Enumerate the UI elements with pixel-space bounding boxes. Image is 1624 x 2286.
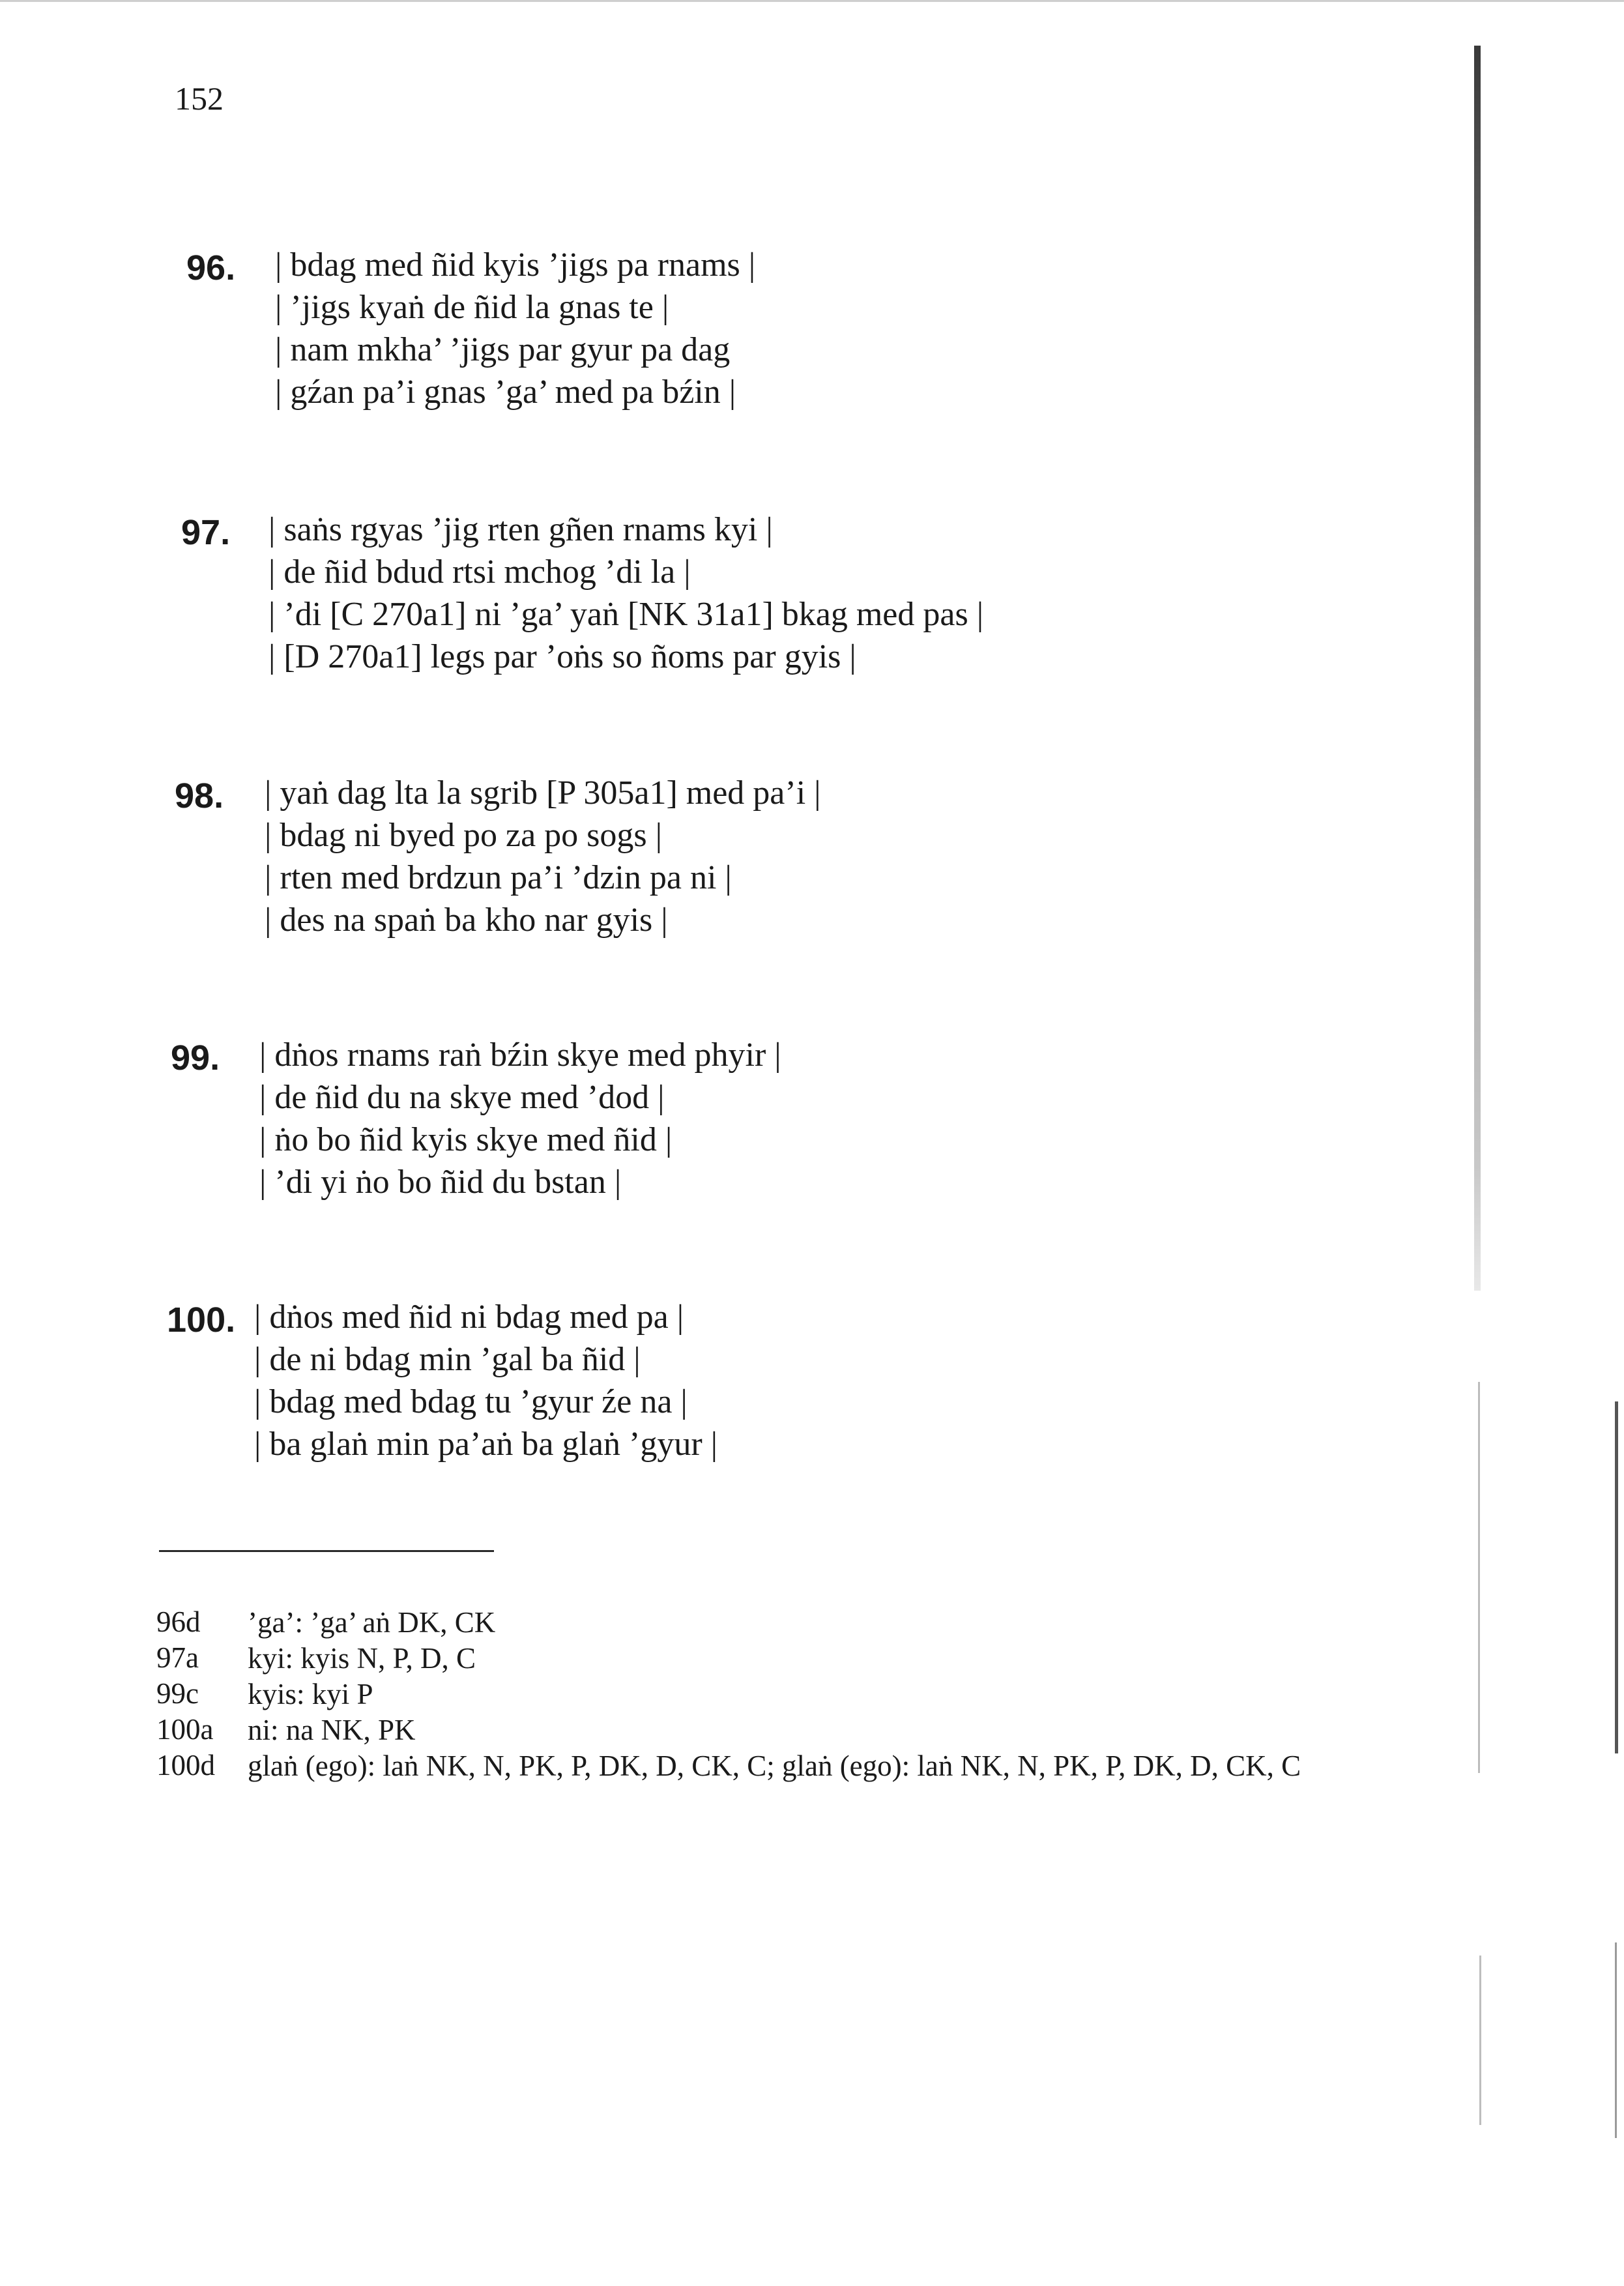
verse-line: | [D 270a1] legs par ’oṅs so ñoms par gyis | bbox=[268, 638, 856, 675]
verse-line: | ba glaṅ min pa’aṅ ba glaṅ ’gyur | bbox=[254, 1426, 718, 1463]
page-number: 152 bbox=[175, 80, 224, 117]
verse-line: | ’di [C 270a1] ni ’ga’ yaṅ [NK 31a1] bkag med pas | bbox=[268, 596, 984, 633]
scan-artifact bbox=[1479, 1956, 1481, 2125]
verse-line: | gźan pa’i gnas ’ga’ med pa bźin | bbox=[275, 374, 736, 411]
footnote-text: ni: na NK, PK bbox=[248, 1714, 416, 1746]
footnote-id: 100d bbox=[156, 1749, 215, 1781]
verse-lines bbox=[275, 244, 755, 413]
top-border bbox=[0, 0, 1624, 2]
verse-number: 97. bbox=[181, 513, 231, 552]
verse-line: | bdag med bdag tu ’gyur źe na | bbox=[254, 1383, 688, 1420]
footnote-id: 100a bbox=[156, 1713, 214, 1746]
verse-lines bbox=[259, 1034, 781, 1203]
verse-lines bbox=[268, 508, 983, 678]
verse-number: 96. bbox=[186, 248, 236, 287]
verse-line: | de ñid du na skye med ’dod | bbox=[259, 1079, 665, 1116]
verse-line: | dṅos med ñid ni bdag med pa | bbox=[254, 1298, 684, 1336]
verse-line: | de ñid bdud rtsi mchog ’di la | bbox=[268, 553, 691, 591]
footnote-id: 96d bbox=[156, 1605, 201, 1638]
page-edge bbox=[1615, 1401, 1618, 1753]
verse-lines bbox=[265, 772, 821, 941]
footnote-text: kyi: kyis N, P, D, C bbox=[248, 1642, 476, 1675]
verse-line: | yaṅ dag lta la sgrib [P 305a1] med pa’i | bbox=[265, 774, 821, 812]
verse-line: | nam mkha’ ’jigs par gyur pa dag bbox=[275, 331, 731, 368]
verse-line: | ’jigs kyaṅ de ñid la gnas te | bbox=[275, 289, 669, 326]
verse-line: | bdag ni byed po za po sogs | bbox=[265, 817, 663, 854]
verse-line: | dṅos rnams raṅ bźin skye med phyir | bbox=[259, 1036, 781, 1074]
footnote-text: ’ga’: ’ga’ aṅ DK, CK bbox=[248, 1606, 496, 1639]
verse-lines bbox=[254, 1296, 718, 1465]
verse-line: | ṅo bo ñid kyis skye med ñid | bbox=[259, 1121, 673, 1158]
footnote-id: 97a bbox=[156, 1641, 199, 1674]
footnote-id: 99c bbox=[156, 1677, 199, 1710]
verse-number: 100. bbox=[167, 1300, 236, 1340]
verse-line: | bdag med ñid kyis ’jigs pa rnams | bbox=[275, 246, 756, 284]
binding-shadow bbox=[1474, 46, 1481, 1291]
verse-number: 98. bbox=[175, 776, 224, 815]
verse-line: | ’di yi ṅo bo ñid du bstan | bbox=[259, 1164, 622, 1201]
page-edge bbox=[1615, 1942, 1617, 2138]
verse-line: | saṅs rgyas ’jig rten gñen rnams kyi | bbox=[268, 511, 773, 548]
footnote-separator bbox=[159, 1550, 494, 1552]
footnote-text: glaṅ (ego): laṅ NK, N, PK, P, DK, D, CK, C; glaṅ (ego): laṅ NK, N, PK, P, DK, D, CK, C bbox=[248, 1750, 1301, 1782]
scan-artifact bbox=[1478, 1382, 1480, 1773]
verse-line: | de ni bdag min ’gal ba ñid | bbox=[254, 1341, 641, 1378]
verse-number: 99. bbox=[171, 1038, 220, 1077]
footnote-text: kyis: kyi P bbox=[248, 1678, 373, 1710]
verse-line: | rten med brdzun pa’i ’dzin pa ni | bbox=[265, 859, 732, 896]
verse-line: | des na spaṅ ba kho nar gyis | bbox=[265, 901, 668, 939]
